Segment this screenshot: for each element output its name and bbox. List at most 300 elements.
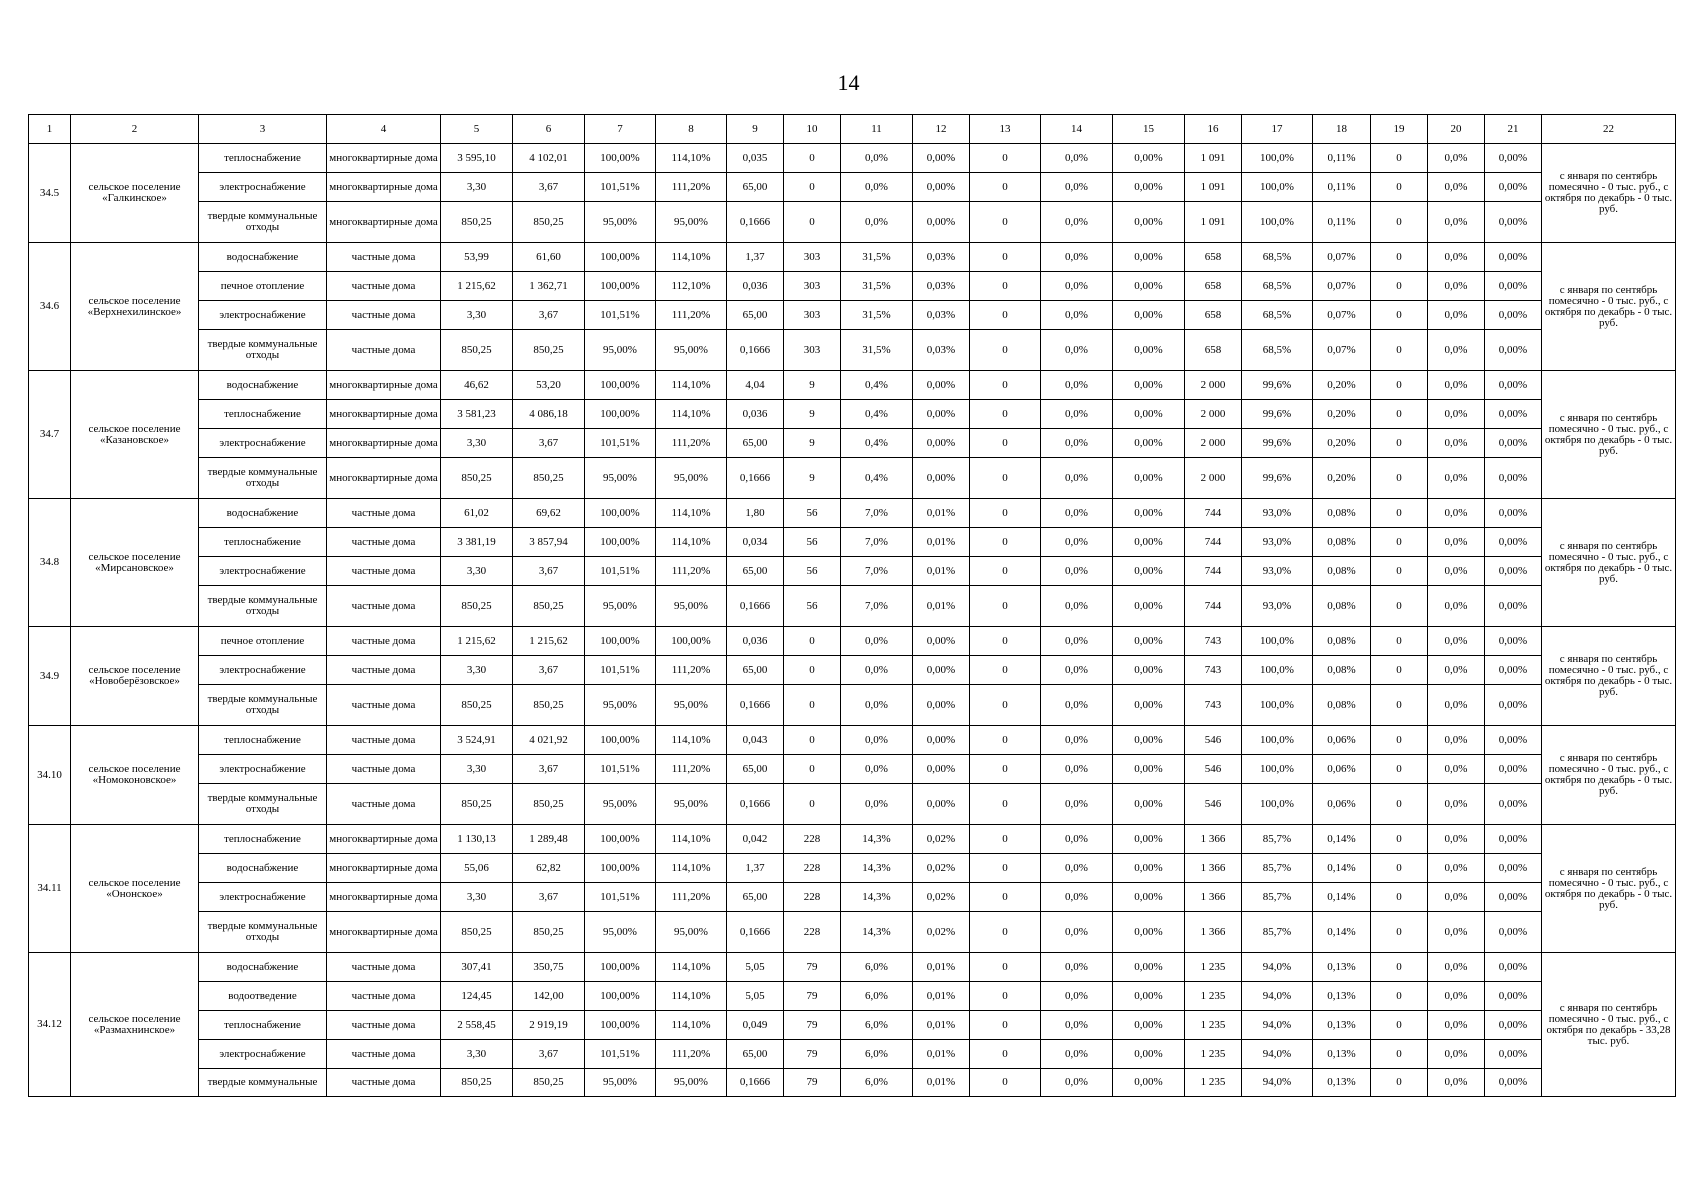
value-cell-col-19: 0 [1371,202,1428,243]
table-row [29,243,1676,272]
header-row [29,115,1676,144]
value-cell-col-13: 0 [970,429,1041,458]
service-type: водоснабжение [199,854,327,883]
value-cell-col-7: 100,00% [585,1011,656,1040]
value-cell-col-9: 0,036 [727,400,784,429]
value-cell-col-9: 4,04 [727,371,784,400]
value-cell-col-13: 0 [970,499,1041,528]
value-cell-col-5: 3 524,91 [441,726,513,755]
value-cell-col-6: 850,25 [513,330,585,371]
service-type: электроснабжение [199,755,327,784]
value-cell-col-8: 114,10% [656,953,727,982]
value-cell-col-11: 6,0% [841,982,913,1011]
value-cell-col-12: 0,00% [913,685,970,726]
value-cell-col-10: 56 [784,557,841,586]
value-cell-col-19: 0 [1371,528,1428,557]
housing-type: частные дома [327,528,441,557]
table-row [29,557,1676,586]
value-cell-col-11: 7,0% [841,557,913,586]
value-cell-col-18: 0,08% [1313,499,1371,528]
value-cell-col-20: 0,0% [1428,912,1485,953]
value-cell-col-11: 0,0% [841,173,913,202]
value-cell-col-12: 0,02% [913,883,970,912]
value-cell-col-5: 850,25 [441,784,513,825]
value-cell-col-12: 0,03% [913,330,970,371]
header-cell-13: 13 [970,115,1041,144]
value-cell-col-14: 0,0% [1041,784,1113,825]
value-cell-col-10: 228 [784,825,841,854]
value-cell-col-6: 3,67 [513,301,585,330]
header-cell-21: 21 [1485,115,1542,144]
table-row [29,656,1676,685]
value-cell-col-19: 0 [1371,458,1428,499]
value-cell-col-10: 0 [784,173,841,202]
value-cell-col-12: 0,00% [913,173,970,202]
value-cell-col-10: 0 [784,627,841,656]
housing-type: частные дома [327,627,441,656]
value-cell-col-8: 95,00% [656,685,727,726]
value-cell-col-7: 95,00% [585,202,656,243]
value-cell-col-14: 0,0% [1041,557,1113,586]
value-cell-col-14: 0,0% [1041,429,1113,458]
value-cell-col-8: 111,20% [656,429,727,458]
value-cell-col-14: 0,0% [1041,656,1113,685]
value-cell-col-15: 0,00% [1113,953,1185,982]
value-cell-col-7: 101,51% [585,301,656,330]
value-cell-col-11: 0,0% [841,685,913,726]
housing-type: частные дома [327,726,441,755]
value-cell-col-7: 95,00% [585,685,656,726]
value-cell-col-10: 0 [784,144,841,173]
value-cell-col-18: 0,08% [1313,656,1371,685]
value-cell-col-12: 0,00% [913,144,970,173]
housing-type: частные дома [327,586,441,627]
value-cell-col-8: 114,10% [656,499,727,528]
value-cell-col-12: 0,01% [913,1011,970,1040]
value-cell-col-11: 6,0% [841,1011,913,1040]
value-cell-col-14: 0,0% [1041,272,1113,301]
housing-type: многоквартирные дома [327,144,441,173]
value-cell-col-7: 100,00% [585,627,656,656]
value-cell-col-17: 85,7% [1242,854,1313,883]
value-cell-col-7: 95,00% [585,784,656,825]
value-cell-col-6: 1 362,71 [513,272,585,301]
value-cell-col-6: 3,67 [513,656,585,685]
value-cell-col-10: 0 [784,656,841,685]
housing-type: частные дома [327,685,441,726]
header-cell-14: 14 [1041,115,1113,144]
value-cell-col-9: 0,036 [727,627,784,656]
value-cell-col-5: 850,25 [441,685,513,726]
value-cell-col-18: 0,20% [1313,429,1371,458]
value-cell-col-10: 79 [784,953,841,982]
value-cell-col-15: 0,00% [1113,243,1185,272]
value-cell-col-7: 95,00% [585,330,656,371]
value-cell-col-7: 100,00% [585,726,656,755]
value-cell-col-21: 0,00% [1485,982,1542,1011]
value-cell-col-15: 0,00% [1113,458,1185,499]
payment-note: с января по сентябрь помесячно - 0 тыс. руб., с октября по декабрь - 0 тыс. руб. [1542,371,1676,499]
value-cell-col-8: 114,10% [656,144,727,173]
header-cell-15: 15 [1113,115,1185,144]
value-cell-col-10: 9 [784,400,841,429]
row-number: 34.11 [29,825,71,953]
table-row [29,1011,1676,1040]
service-type: теплоснабжение [199,825,327,854]
table-row [29,528,1676,557]
value-cell-col-21: 0,00% [1485,685,1542,726]
value-cell-col-19: 0 [1371,272,1428,301]
value-cell-col-7: 100,00% [585,144,656,173]
value-cell-col-16: 743 [1185,627,1242,656]
value-cell-col-16: 2 000 [1185,458,1242,499]
housing-type: частные дома [327,1069,441,1097]
row-number: 34.6 [29,243,71,371]
value-cell-col-18: 0,13% [1313,1011,1371,1040]
value-cell-col-13: 0 [970,243,1041,272]
service-type: водоснабжение [199,953,327,982]
value-cell-col-14: 0,0% [1041,982,1113,1011]
service-type: электроснабжение [199,429,327,458]
housing-type: многоквартирные дома [327,458,441,499]
value-cell-col-15: 0,00% [1113,1040,1185,1069]
value-cell-col-15: 0,00% [1113,144,1185,173]
value-cell-col-7: 100,00% [585,499,656,528]
value-cell-col-7: 100,00% [585,371,656,400]
value-cell-col-9: 65,00 [727,301,784,330]
value-cell-col-18: 0,11% [1313,144,1371,173]
value-cell-col-5: 124,45 [441,982,513,1011]
value-cell-col-12: 0,00% [913,726,970,755]
value-cell-col-12: 0,00% [913,429,970,458]
value-cell-col-16: 744 [1185,586,1242,627]
value-cell-col-14: 0,0% [1041,912,1113,953]
value-cell-col-17: 100,0% [1242,656,1313,685]
value-cell-col-19: 0 [1371,371,1428,400]
value-cell-col-21: 0,00% [1485,371,1542,400]
value-cell-col-8: 114,10% [656,726,727,755]
value-cell-col-13: 0 [970,371,1041,400]
value-cell-col-12: 0,01% [913,528,970,557]
settlement-name: сельское поселение «Размахнинское» [71,953,199,1097]
value-cell-col-8: 111,20% [656,656,727,685]
housing-type: многоквартирные дома [327,173,441,202]
service-type: электроснабжение [199,883,327,912]
value-cell-col-14: 0,0% [1041,755,1113,784]
value-cell-col-6: 3,67 [513,883,585,912]
value-cell-col-15: 0,00% [1113,429,1185,458]
table-row [29,173,1676,202]
value-cell-col-20: 0,0% [1428,528,1485,557]
value-cell-col-14: 0,0% [1041,400,1113,429]
table-row [29,825,1676,854]
value-cell-col-5: 850,25 [441,912,513,953]
value-cell-col-11: 14,3% [841,825,913,854]
header-cell-12: 12 [913,115,970,144]
value-cell-col-8: 111,20% [656,557,727,586]
housing-type: частные дома [327,953,441,982]
value-cell-col-18: 0,13% [1313,953,1371,982]
value-cell-col-9: 65,00 [727,557,784,586]
value-cell-col-14: 0,0% [1041,685,1113,726]
value-cell-col-7: 100,00% [585,400,656,429]
value-cell-col-13: 0 [970,400,1041,429]
table-row [29,912,1676,953]
value-cell-col-6: 1 215,62 [513,627,585,656]
value-cell-col-16: 1 235 [1185,1040,1242,1069]
value-cell-col-19: 0 [1371,854,1428,883]
value-cell-col-21: 0,00% [1485,243,1542,272]
value-cell-col-17: 68,5% [1242,301,1313,330]
value-cell-col-6: 4 086,18 [513,400,585,429]
value-cell-col-18: 0,11% [1313,202,1371,243]
value-cell-col-14: 0,0% [1041,825,1113,854]
value-cell-col-20: 0,0% [1428,243,1485,272]
value-cell-col-11: 0,0% [841,144,913,173]
value-cell-col-20: 0,0% [1428,883,1485,912]
table-row [29,429,1676,458]
value-cell-col-13: 0 [970,557,1041,586]
value-cell-col-5: 3 595,10 [441,144,513,173]
header-cell-11: 11 [841,115,913,144]
value-cell-col-16: 1 091 [1185,144,1242,173]
value-cell-col-16: 744 [1185,528,1242,557]
value-cell-col-21: 0,00% [1485,586,1542,627]
value-cell-col-11: 31,5% [841,301,913,330]
value-cell-col-6: 3 857,94 [513,528,585,557]
value-cell-col-20: 0,0% [1428,429,1485,458]
value-cell-col-8: 114,10% [656,400,727,429]
value-cell-col-21: 0,00% [1485,953,1542,982]
value-cell-col-20: 0,0% [1428,173,1485,202]
value-cell-col-8: 111,20% [656,883,727,912]
value-cell-col-19: 0 [1371,883,1428,912]
value-cell-col-15: 0,00% [1113,301,1185,330]
value-cell-col-18: 0,14% [1313,825,1371,854]
value-cell-col-11: 0,0% [841,726,913,755]
value-cell-col-8: 95,00% [656,330,727,371]
value-cell-col-19: 0 [1371,1011,1428,1040]
value-cell-col-19: 0 [1371,1069,1428,1097]
value-cell-col-12: 0,03% [913,243,970,272]
value-cell-col-20: 0,0% [1428,557,1485,586]
value-cell-col-9: 0,036 [727,272,784,301]
value-cell-col-9: 0,034 [727,528,784,557]
value-cell-col-5: 53,99 [441,243,513,272]
value-cell-col-10: 56 [784,528,841,557]
payment-note: с января по сентябрь помесячно - 0 тыс. руб., с октября по декабрь - 33,28 тыс. руб. [1542,953,1676,1097]
value-cell-col-6: 53,20 [513,371,585,400]
value-cell-col-8: 100,00% [656,627,727,656]
value-cell-col-19: 0 [1371,243,1428,272]
value-cell-col-20: 0,0% [1428,685,1485,726]
service-type: водоснабжение [199,371,327,400]
value-cell-col-6: 850,25 [513,1069,585,1097]
value-cell-col-14: 0,0% [1041,627,1113,656]
value-cell-col-19: 0 [1371,557,1428,586]
table-row [29,458,1676,499]
value-cell-col-13: 0 [970,627,1041,656]
value-cell-col-12: 0,00% [913,784,970,825]
payment-note: с января по сентябрь помесячно - 0 тыс. руб., с октября по декабрь - 0 тыс. руб. [1542,825,1676,953]
value-cell-col-19: 0 [1371,656,1428,685]
value-cell-col-20: 0,0% [1428,1040,1485,1069]
settlement-name: сельское поселение «Мирсановское» [71,499,199,627]
value-cell-col-17: 93,0% [1242,586,1313,627]
value-cell-col-13: 0 [970,272,1041,301]
table-row [29,371,1676,400]
value-cell-col-7: 100,00% [585,272,656,301]
value-cell-col-17: 85,7% [1242,825,1313,854]
value-cell-col-16: 2 000 [1185,429,1242,458]
value-cell-col-13: 0 [970,755,1041,784]
value-cell-col-10: 79 [784,1011,841,1040]
value-cell-col-19: 0 [1371,755,1428,784]
housing-type: многоквартирные дома [327,202,441,243]
header-cell-19: 19 [1371,115,1428,144]
table-row [29,982,1676,1011]
value-cell-col-15: 0,00% [1113,982,1185,1011]
value-cell-col-13: 0 [970,202,1041,243]
value-cell-col-10: 0 [784,202,841,243]
table-row [29,883,1676,912]
table-row [29,726,1676,755]
value-cell-col-19: 0 [1371,825,1428,854]
value-cell-col-15: 0,00% [1113,202,1185,243]
row-number: 34.5 [29,144,71,243]
value-cell-col-18: 0,20% [1313,400,1371,429]
service-type: твердые коммунальные отходы [199,202,327,243]
value-cell-col-20: 0,0% [1428,825,1485,854]
value-cell-col-12: 0,03% [913,301,970,330]
value-cell-col-19: 0 [1371,144,1428,173]
value-cell-col-17: 100,0% [1242,755,1313,784]
value-cell-col-7: 100,00% [585,528,656,557]
table-row [29,202,1676,243]
settlement-name: сельское поселение «Казановское» [71,371,199,499]
value-cell-col-5: 3,30 [441,429,513,458]
value-cell-col-16: 1 235 [1185,1011,1242,1040]
value-cell-col-11: 0,4% [841,458,913,499]
housing-type: многоквартирные дома [327,854,441,883]
value-cell-col-7: 100,00% [585,243,656,272]
table-row [29,1069,1676,1097]
value-cell-col-19: 0 [1371,784,1428,825]
value-cell-col-18: 0,08% [1313,557,1371,586]
value-cell-col-8: 111,20% [656,1040,727,1069]
value-cell-col-6: 61,60 [513,243,585,272]
value-cell-col-11: 31,5% [841,243,913,272]
value-cell-col-17: 94,0% [1242,982,1313,1011]
value-cell-col-13: 0 [970,144,1041,173]
value-cell-col-14: 0,0% [1041,243,1113,272]
value-cell-col-5: 1 215,62 [441,272,513,301]
header-cell-3: 3 [199,115,327,144]
value-cell-col-18: 0,07% [1313,272,1371,301]
service-type: твердые коммунальные отходы [199,685,327,726]
value-cell-col-8: 111,20% [656,301,727,330]
value-cell-col-16: 2 000 [1185,371,1242,400]
value-cell-col-6: 1 289,48 [513,825,585,854]
value-cell-col-9: 0,049 [727,1011,784,1040]
value-cell-col-15: 0,00% [1113,685,1185,726]
value-cell-col-20: 0,0% [1428,202,1485,243]
service-type: водоснабжение [199,499,327,528]
value-cell-col-19: 0 [1371,429,1428,458]
value-cell-col-13: 0 [970,953,1041,982]
value-cell-col-18: 0,08% [1313,627,1371,656]
value-cell-col-17: 99,6% [1242,400,1313,429]
value-cell-col-6: 850,25 [513,202,585,243]
table-row [29,330,1676,371]
value-cell-col-16: 658 [1185,272,1242,301]
value-cell-col-18: 0,06% [1313,726,1371,755]
value-cell-col-15: 0,00% [1113,557,1185,586]
value-cell-col-12: 0,02% [913,912,970,953]
housing-type: частные дома [327,330,441,371]
value-cell-col-5: 850,25 [441,586,513,627]
value-cell-col-8: 114,10% [656,1011,727,1040]
table-row [29,854,1676,883]
header-cell-6: 6 [513,115,585,144]
table-body [29,115,1676,1097]
value-cell-col-15: 0,00% [1113,173,1185,202]
housing-type: частные дома [327,755,441,784]
value-cell-col-8: 114,10% [656,371,727,400]
value-cell-col-10: 9 [784,371,841,400]
value-cell-col-15: 0,00% [1113,272,1185,301]
value-cell-col-10: 56 [784,499,841,528]
value-cell-col-21: 0,00% [1485,784,1542,825]
value-cell-col-15: 0,00% [1113,1011,1185,1040]
value-cell-col-17: 93,0% [1242,499,1313,528]
service-type: печное отопление [199,272,327,301]
value-cell-col-18: 0,08% [1313,528,1371,557]
housing-type: частные дома [327,982,441,1011]
table-row [29,400,1676,429]
value-cell-col-6: 142,00 [513,982,585,1011]
value-cell-col-10: 303 [784,272,841,301]
value-cell-col-7: 101,51% [585,557,656,586]
value-cell-col-13: 0 [970,1069,1041,1097]
value-cell-col-5: 307,41 [441,953,513,982]
value-cell-col-6: 850,25 [513,685,585,726]
value-cell-col-5: 850,25 [441,330,513,371]
value-cell-col-7: 101,51% [585,755,656,784]
value-cell-col-16: 1 091 [1185,173,1242,202]
value-cell-col-6: 3,67 [513,429,585,458]
value-cell-col-8: 114,10% [656,528,727,557]
value-cell-col-11: 0,4% [841,371,913,400]
value-cell-col-14: 0,0% [1041,953,1113,982]
service-type: теплоснабжение [199,400,327,429]
value-cell-col-5: 3,30 [441,883,513,912]
value-cell-col-20: 0,0% [1428,656,1485,685]
value-cell-col-9: 0,043 [727,726,784,755]
value-cell-col-8: 95,00% [656,458,727,499]
value-cell-col-17: 94,0% [1242,1040,1313,1069]
value-cell-col-11: 0,4% [841,400,913,429]
value-cell-col-6: 3,67 [513,1040,585,1069]
value-cell-col-21: 0,00% [1485,400,1542,429]
value-cell-col-12: 0,00% [913,400,970,429]
value-cell-col-6: 850,25 [513,784,585,825]
value-cell-col-18: 0,11% [1313,173,1371,202]
value-cell-col-8: 111,20% [656,173,727,202]
housing-type: частные дома [327,656,441,685]
value-cell-col-7: 100,00% [585,953,656,982]
value-cell-col-11: 7,0% [841,586,913,627]
